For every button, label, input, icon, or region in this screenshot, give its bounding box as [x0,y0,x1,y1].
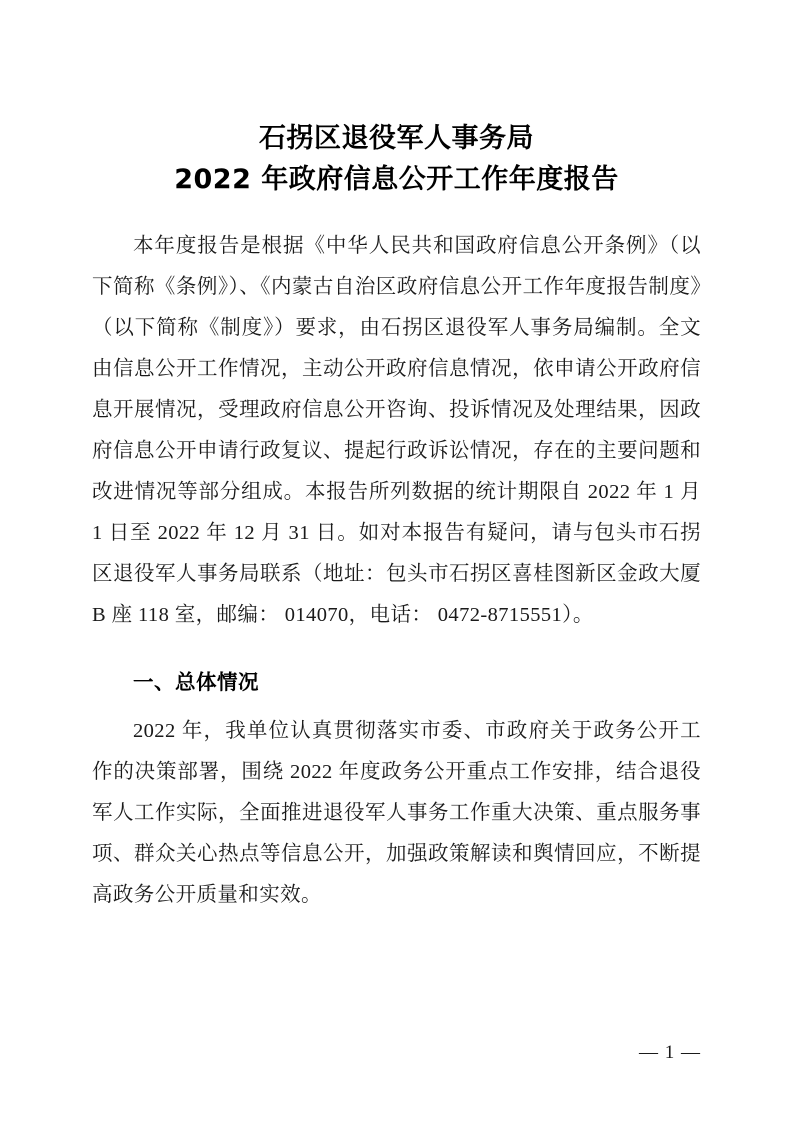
title-line-2: 2022 年政府信息公开工作年度报告 [174,164,619,195]
title-line-1: 石拐区退役军人事务局 [259,123,534,154]
page-title [92,118,701,200]
section-paragraph-overall-situation: 2022 年，我单位认真贯彻落实市委、市政府关于政务公开工作的决策部署，围绕 2022 年度政务公开重点工作安排，结合退役军人工作实际，全面推进退役军人事务工作重大决策、重点服务事项、群众关心热点等信息公开，加强政策解读和舆情回应，不断提高政务公开质量和实效。 [92,720,701,906]
section-heading-overall-situation: 一、总体情况 [133,670,259,694]
page-number: — 1 — [639,1042,701,1063]
intro-paragraph: 本年度报告是根据《中华人民共和国政府信息公开条例》（以下简称《条例》）、《内蒙古自治区政府信息公开工作年度报告制度》（以下简称《制度》）要求，由石拐区退役军人事务局编制。全文由信息公开工作情况，主动公开政府信息情况，依申请公开政府信息开展情况，受理政府信息公开咨询、投诉情况及处理结果，因政府信息公开申请行政复议、提起行政诉讼情况，存在的主要问题和改进情况等部分组成。本报告所列数据的统计期限自 2022 年 1 月 1 日至 2022 年 12 月 31 日。如对本报告有疑问，请与包头市石拐区退役军人事务局联系（地址：包头市石拐区喜桂图新区金政大厦 B 座 118 室，邮编： 014070，电话： 0472-8715551）。 [92,235,701,626]
